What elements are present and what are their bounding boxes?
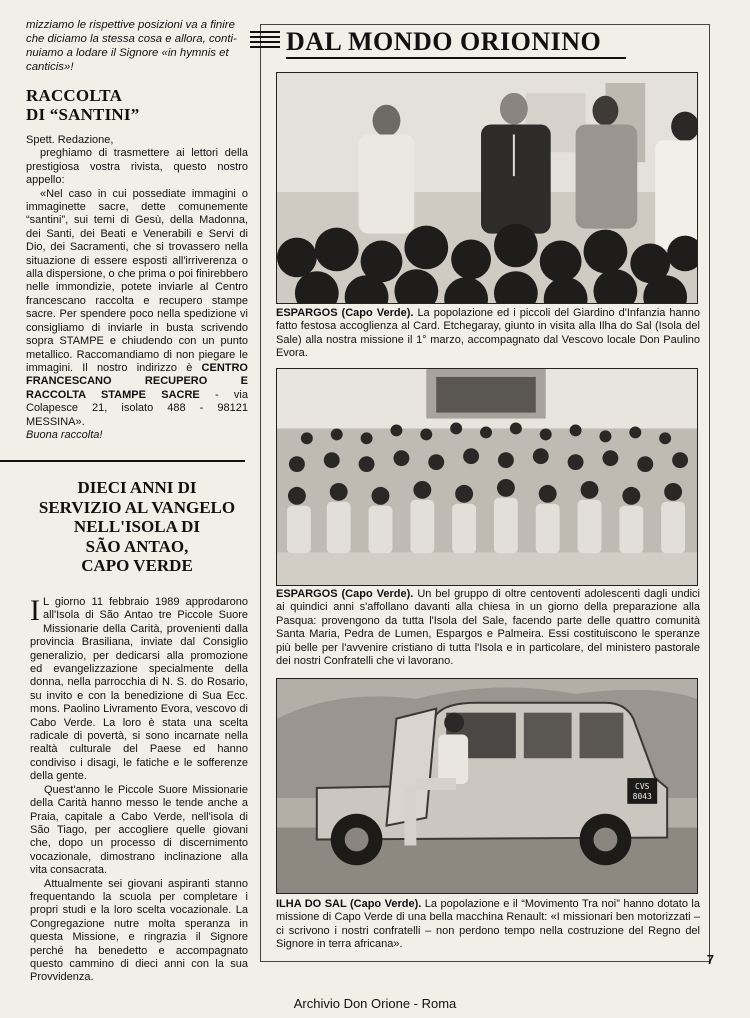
article2-paragraph-1-text: L giorno 11 febbraio 1989 approdarono all'Isola di São Antao tre Piccole Suore Missionarie della Carità, provenienti dalla provincia Brasiliana, inviate dal Consiglio generalizio, per dedicarsi alla promozione ed evangelizzazione specialmente della donna, nella parrocchia di N. S. do Rosario, su invito e con la benedizione di Sua Ecc. mons. Paolino Livramento Evora, vescovo di Cabo Verde. La loro è stata una scelta radicale di povertà, si sono incarnate nella realtà culturale del Paese ed hanno condiviso i disagi, le fatiche e le sofferenze della gente. — [30, 596, 248, 783]
photo-renault-car — [276, 678, 698, 894]
santini-signoff: Buona raccolta! — [26, 428, 103, 441]
title-decoration-lines — [250, 31, 280, 51]
article2-heading-line-1: DIECI ANNI DI — [77, 478, 197, 497]
caption-1-text: La popolazione ed i piccoli del Giardino d'Infanzia hanno fatto festosa accoglienza al Card. Etchegaray, giunto in visita alla Ilha do Sal (Isola del Sale) alla nostra missione il 1° marzo, accompagnato dal Vescovo locale Don Paulino Evora. — [276, 307, 700, 360]
intro-line-2: che diciamo la stessa cosa e allora, conti- — [26, 33, 237, 45]
section-title: DAL MONDO ORIONINO — [286, 27, 602, 56]
santini-salutation: Spett. Redazione, — [26, 134, 114, 146]
article2-heading-line-2: SERVIZIO AL VANGELO — [38, 497, 236, 517]
caption-3 — [276, 898, 700, 952]
santini-appeal-text: «Nel caso in cui possediate immagini o immaginette sacre, dette comunemente “santini”, sui temi di Gesù, della Madonna, dei Santi, dei Beati e Venerabili e Servi di Dio, dei Sacramenti, che si trovassero nella situazione di essere esposti all'irriverenza o alla dispersione, o che prima o poi finirebbero nelle immondizie, potete inviarle al Centro francescano raccolta e recupero stampe sacre. Per spendere poco nella spedizione vi consigliamo di inviarle in busta scrivendo sopra STAMPE e chiudendo con un punto metallico. Raccomandiamo di non piegare le immagini. Il nostro indirizzo è — [26, 187, 248, 374]
santini-address-rest: - via Colapesce 21, isolato 488 - 98121 MESSINA». — [26, 388, 248, 428]
caption-1 — [276, 307, 700, 361]
photo-welcome-cardinal — [276, 72, 698, 304]
photo-group-adolescents — [276, 368, 698, 586]
santini-heading-line-1: RACCOLTA — [26, 86, 123, 105]
article2-heading — [26, 478, 248, 576]
santini-paragraph-1: preghiamo di trasmettere ai lettori della prestigiosa vostra rivista, questo nostro appello: — [26, 147, 248, 187]
left-column — [26, 18, 248, 442]
caption-2-place: ESPARGOS (Capo Verde). — [276, 588, 414, 600]
caption-3-text: La popolazione e il “Movimento Tra noi” hanno dotato la missione di Capo Verde di una bella macchina Renault: «I missionari ben motorizzati – ci scrivono i nostri confratelli – non perdono tempo nella costruzione del Regno del Signore in terra africana». — [276, 898, 700, 951]
article2-dropcap: I — [30, 594, 40, 627]
section-divider — [0, 460, 245, 462]
article2-heading-line-5: CAPO VERDE — [81, 556, 193, 575]
santini-paragraph-2 — [26, 188, 248, 429]
caption-3-place: ILHA DO SAL (Capo Verde). — [276, 898, 422, 910]
section-title-underline — [286, 57, 626, 59]
license-plate-top: CVS — [635, 781, 650, 791]
caption-1-place: ESPARGOS (Capo Verde). — [276, 307, 414, 319]
caption-2-text: Un bel gruppo di oltre centoventi adolescenti dagli undici ai quindici anni s'affollano davanti alla chiesa in un giorno della preparazione alla Pasqua: provengono da tutta l'Isola del Sale, facendo parte delle quattro comunità Santa Maria, Pedra de Lumen, Espargos e Palmeira. Essi costituiscono le speranze più belle per l'avvenire cristiano di tutta l'Isola e in particolare, del ministero pastorale dei nostri Confratelli che vi lavorano. — [276, 588, 700, 668]
article2-paragraph-2: Quest'anno le Piccole Suore Missionarie della Carità hanno messo le tende anche a Praia, capitale a Cabo Verde, nell'isola di São Tiago, per accogliere quelle giovani che, dopo un processo di discernimento vocazionale, dimostrano inclinazione alla vita consacrata. — [30, 783, 248, 877]
santini-heading — [26, 86, 248, 124]
article2-body — [30, 596, 248, 985]
archive-label: Archivio Don Orione - Roma — [293, 996, 457, 1011]
intro-line-1: mizziamo le rispettive posizioni va a finire — [26, 19, 235, 31]
santini-heading-line-2: DI “SANTINI” — [26, 105, 140, 124]
article2-heading-line-3: NELL'ISOLA DI — [73, 517, 201, 536]
intro-line-3: nuiamo a lodare il Signore «in hymnis et — [26, 47, 229, 59]
article2-heading-line-4: SÃO ANTAO, — [85, 536, 189, 556]
page-number: 7 — [706, 952, 714, 967]
intro-line-4: canticis»! — [26, 61, 74, 73]
article2-paragraph-3: Attualmente sei giovani aspiranti stanno frequentando la scuola per completare i propri studi e la loro scelta vocazionale. La Congregazione nutre molta speranza in questa Missione, e ringrazia il Signore perché ha benedetto e accompagnato questo cammino di dieci anni con la sua Provvidenza. — [30, 877, 248, 984]
santini-address-bold: CENTRO FRANCESCANO RECUPERO E RACCOLTA STAMPE SACRE — [26, 361, 248, 401]
article2-paragraph-1 — [30, 596, 248, 784]
license-plate-bottom: 8043 — [632, 791, 652, 801]
caption-2 — [276, 588, 700, 668]
